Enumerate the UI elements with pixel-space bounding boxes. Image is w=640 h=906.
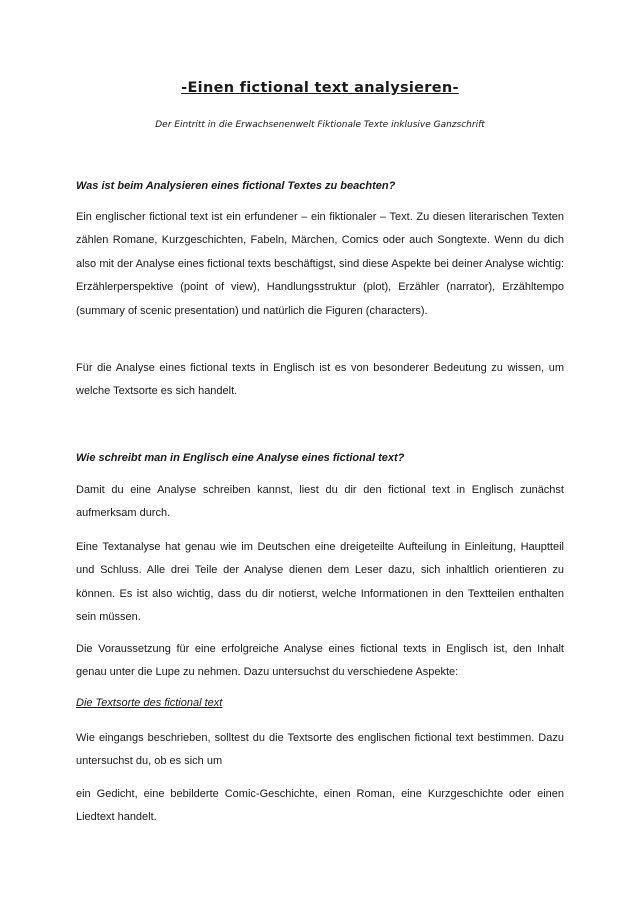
paragraph-7: ein Gedicht, eine bebilderte Comic-Geschichte, einen Roman, eine Kurzgeschichte oder einen Liedtext handelt. xyxy=(76,788,564,824)
page-title: -Einen fictional text analysieren- xyxy=(181,80,459,96)
section-heading-1: Was ist beim Analysieren eines fictional Textes zu beachten? xyxy=(76,180,396,192)
paragraph-4: Eine Textanalyse hat genau wie im Deutschen eine dreigeteilte Aufteilung in Einleitung, Hauptteil und Schluss. Alle drei Teile der Analyse dienen dem Leser dazu, sich inhaltlich orientieren zu können. Es ist also wichtig, dass du dir notierst, welche Informationen in den Textteilen enthalten sein müssen. xyxy=(76,541,564,624)
section-heading-2: Wie schreibt man in Englisch eine Analyse eines fictional text? xyxy=(76,452,405,464)
paragraph-6: Wie eingangs beschrieben, solltest du die Textsorte des englischen fictional text bestimmen. Dazu untersuchst du, ob es sich um xyxy=(76,732,564,768)
paragraph-3: Damit du eine Analyse schreiben kannst, liest du dir den fictional text in Englisch zunächst aufmerksam durch. xyxy=(76,484,564,520)
sub-heading-textsorte: Die Textsorte des fictional text xyxy=(76,697,223,709)
paragraph-5: Die Voraussetzung für eine erfolgreiche Analyse eines fictional texts in Englisch ist, den Inhalt genau unter die Lupe zu nehmen. Dazu untersuchst du verschiedene Aspekte: xyxy=(76,643,564,679)
paragraph-2: Für die Analyse eines fictional texts in Englisch ist es von besonderer Bedeutung zu wissen, um welche Textsorte es sich handelt. xyxy=(76,362,564,398)
page-subtitle: Der Eintritt in die Erwachsenenwelt Fiktionale Texte inklusive Ganzschrift xyxy=(155,120,485,130)
paragraph-1: Ein englischer fictional text ist ein erfundener – ein fiktionaler – Text. Zu diesen literarischen Texten zählen Romane, Kurzgeschichten, Fabeln, Märchen, Comics oder auch Songtexte. Wenn du dich also mit der Analyse eines fictional texts beschäftigst, sind diese Aspekte bei deiner Analyse wichtig: Erzählerperspektive (point of view), Handlungsstruktur (plot), Erzähler (narrator), Erzähltempo (summary of scenic presentation) und natürlich die Figuren (characters). xyxy=(76,211,564,317)
